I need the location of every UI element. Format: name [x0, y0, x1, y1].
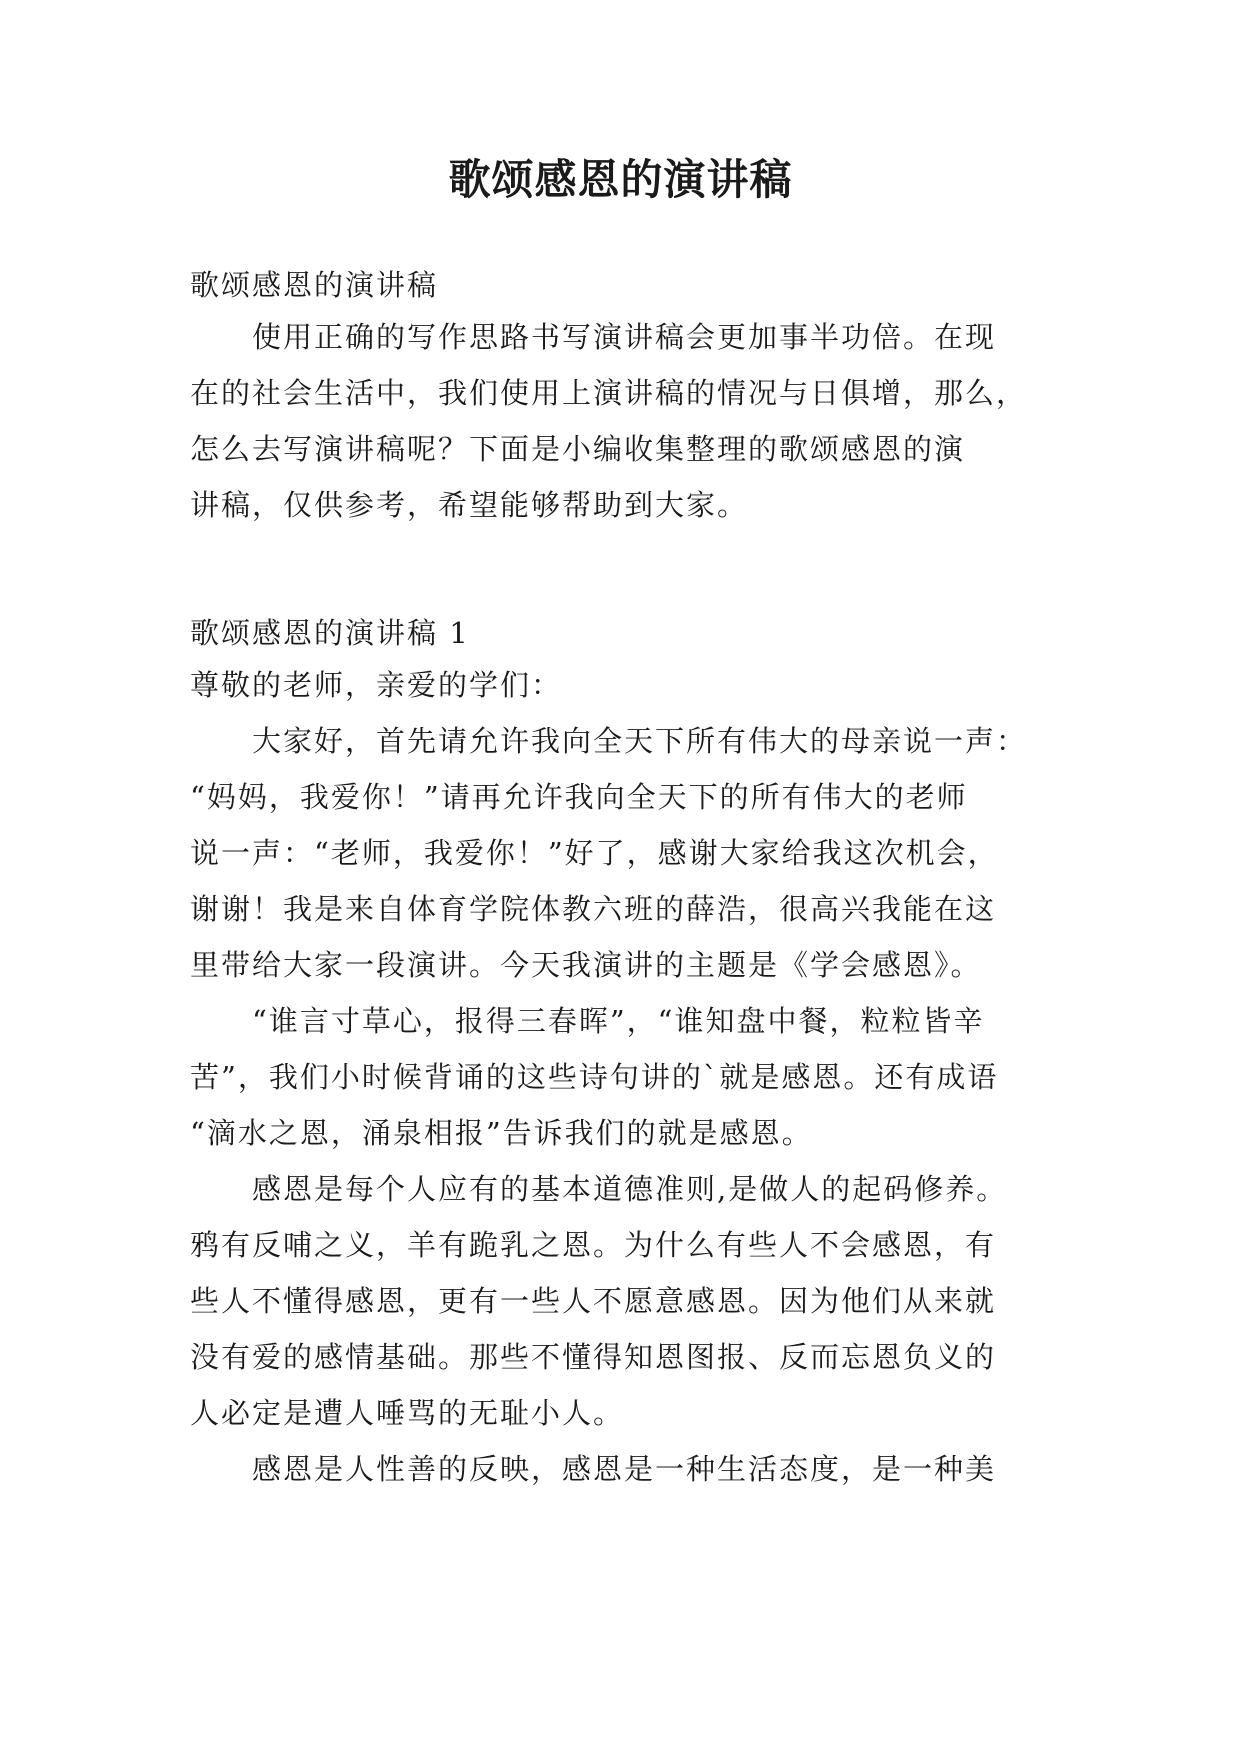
text-line: 歌颂感恩的演讲稿 [190, 268, 439, 302]
document-title: 歌颂感恩的演讲稿 [448, 155, 793, 204]
text-line: 鸦有反哺之义，羊有跪乳之恩。为什么有些人不会感恩，有 [190, 1228, 997, 1262]
text-line: 说一声：“老师，我爱你！”好了，感谢大家给我这次机会， [190, 836, 999, 870]
text-line: 感恩是人性善的反映，感恩是一种生活态度，是一种美 [252, 1452, 997, 1486]
text-line: 歌颂感恩的演讲稿 1 [190, 616, 470, 650]
text-line: 大家好，首先请允许我向全天下所有伟大的母亲说一声： [252, 724, 1028, 758]
text-line: 些人不懂得感恩，更有一些人不愿意感恩。因为他们从来就 [190, 1284, 997, 1318]
text-line: 谢谢！我是来自体育学院体教六班的薛浩，很高兴我能在这 [190, 892, 997, 926]
text-line: 人必定是遭人唾骂的无耻小人。 [190, 1396, 625, 1430]
text-line: 苦”，我们小时候背诵的这些诗句讲的`就是感恩。还有成语 [190, 1060, 999, 1094]
text-line: 使用正确的写作思路书写演讲稿会更加事半功倍。在现 [252, 320, 997, 354]
text-line: 讲稿，仅供参考，希望能够帮助到大家。 [190, 488, 749, 522]
text-line: 尊敬的老师，亲爱的学们： [190, 668, 563, 702]
text-line: 里带给大家一段演讲。今天我演讲的主题是《学会感恩》。 [190, 948, 982, 982]
text-line: 感恩是每个人应有的基本道德准则,是做人的起码修养。 [252, 1172, 1008, 1206]
text-line: 没有爱的感情基础。那些不懂得知恩图报、反而忘恩负义的 [190, 1340, 997, 1374]
text-line: “滴水之恩，涌泉相报”告诉我们的就是感恩。 [190, 1116, 813, 1150]
text-line: “妈妈，我爱你！”请再允许我向全天下的所有伟大的老师 [190, 780, 968, 814]
text-line: “谁言寸草心，报得三春晖”，“谁知盘中餐，粒粒皆辛 [252, 1004, 985, 1038]
text-line: 怎么去写演讲稿呢？下面是小编收集整理的歌颂感恩的演 [190, 432, 966, 466]
text-line: 在的社会生活中，我们使用上演讲稿的情况与日俱增，那么， [190, 376, 1028, 410]
